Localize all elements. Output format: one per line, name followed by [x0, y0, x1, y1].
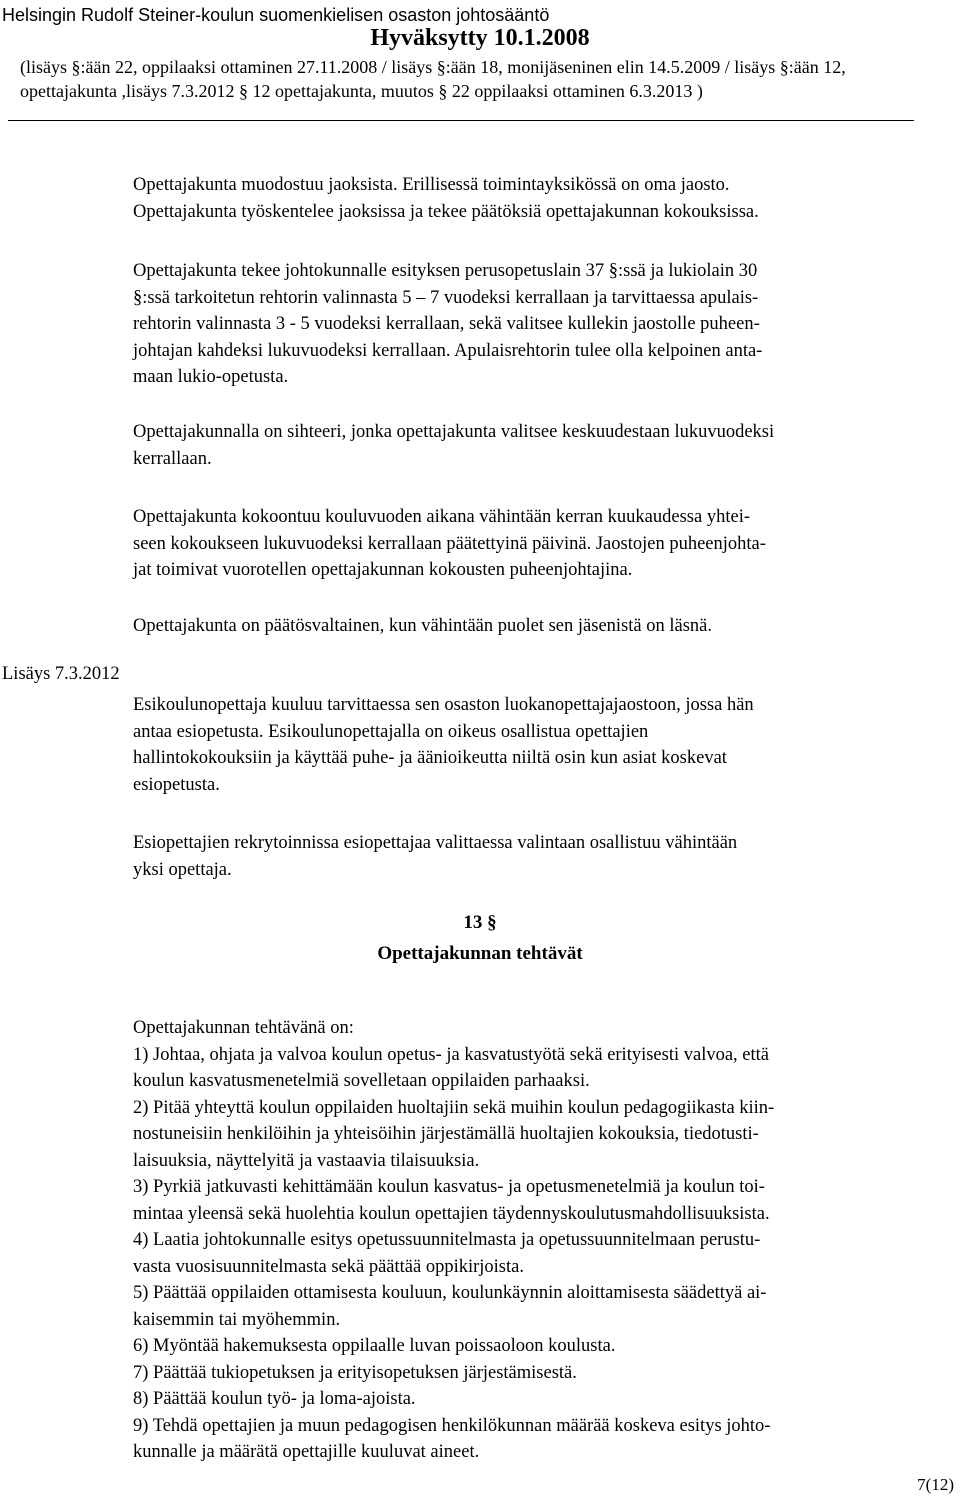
duty-line: laisuuksia, näyttelyitä ja vastaavia tilaisuuksia. — [133, 1150, 480, 1171]
duty-line: 8) Päättää koulun työ- ja loma-ajoista. — [133, 1389, 416, 1409]
text-line: Opettajakunta kokoontuu kouluvuoden aikana vähintään kerran kuukaudessa yhtei- — [133, 507, 750, 527]
text-line: hallintokokouksiin ja käyttää puhe- ja äänioikeutta niiltä osin kun asiat koskevat — [133, 748, 727, 768]
duty-line: 1) Johtaa, ohjata ja valvoa koulun opetus- ja kasvatustyötä sekä erityisesti valvoa, että — [133, 1044, 770, 1065]
duty-line: 2) Pitää yhteyttä koulun oppilaiden huoltajiin sekä muihin koulun pedagogiikasta kiin- — [133, 1097, 775, 1118]
text-line: Opettajakunta työskentelee jaoksissa ja tekee päätöksiä opettajakunnan kokouksissa. — [133, 201, 759, 222]
amendment-line: (lisäys §:ään 22, oppilaaksi ottaminen 27.11.2008 / lisäys §:ään 18, monijäseninen elin 14.5.2009 / lisäys §:ään 12, — [20, 57, 846, 77]
duties-list — [133, 1015, 959, 1466]
amendment-history — [20, 55, 950, 103]
text-line: Esiopettajien rekrytoinnissa esiopettajaa valittaessa valintaan osallistuu vähintään — [133, 833, 738, 853]
text-line: johtajan kahdeksi lukuvuodeksi kerrallaan. Apulaisrehtorin tulee olla kelpoinen anta- — [133, 340, 763, 361]
duty-line: 6) Myöntää hakemuksesta oppilaalle luvan poissaoloon koulusta. — [133, 1336, 616, 1356]
duty-line: 4) Laatia johtokunnalle esitys opetussuunnitelmasta ja opetussuunnitelmaan perustu- — [133, 1230, 761, 1250]
duty-line: kunnalle ja määrätä opettajille kuuluvat aineet. — [133, 1442, 480, 1462]
text-line: Opettajakunnalla on sihteeri, jonka opettajakunta valitsee keskuudestaan lukuvuodeksi — [133, 422, 775, 442]
paragraph-quorum — [133, 613, 953, 640]
paragraph-sections — [133, 172, 953, 225]
section-title: Opettajakunnan tehtävät — [377, 943, 583, 964]
duty-line: 9) Tehdä opettajien ja muun pedagogisen henkilökunnan määrää koskeva esitys johto- — [133, 1415, 771, 1436]
text-line: jat toimivat vuorotellen opettajakunnan kokousten puheenjohtajina. — [133, 560, 633, 580]
duty-line: kaisemmin tai myöhemmin. — [133, 1309, 341, 1330]
text-line: maan lukio-opetusta. — [133, 367, 289, 387]
duty-line: mintaa yleensä sekä huolehtia koulun opettajien täydennyskoulutusmahdollisuuksista. — [133, 1203, 770, 1224]
text-line: rehtorin valinnasta 3 - 5 vuodeksi kerrallaan, sekä valitsee kullekin jaostolle puheen- — [133, 314, 760, 334]
duty-line: 3) Pyrkiä jatkuvasti kehittämään koulun kasvatus- ja opetusmenetelmiä ja koulun toi- — [133, 1177, 765, 1197]
text-line: Opettajakunta tekee johtokunnalle esityksen perusopetuslain 37 §:ssä ja lukiolain 30 — [133, 261, 758, 281]
addition-label: Lisäys 7.3.2012 — [2, 664, 120, 684]
text-line: seen kokoukseen lukuvuodeksi kerrallaan päätettyinä päivinä. Jaostojen puheenjohta- — [133, 533, 766, 554]
approval-date: Hyväksytty 10.1.2008 — [370, 25, 590, 51]
text-line: kerrallaan. — [133, 448, 212, 469]
amendment-line: opettajakunta ,lisäys 7.3.2012 § 12 opettajakunta, muutos § 22 oppilaaksi ottaminen 6.3.2013 ) — [20, 81, 703, 101]
text-line: yksi opettaja. — [133, 859, 232, 880]
text-line: antaa esiopetusta. Esikoulunopettajalla on oikeus osallistua opettajien — [133, 721, 649, 742]
page-number: 7(12) — [917, 1475, 954, 1494]
duty-line: vasta vuosisuunnitelmasta sekä päättää oppikirjoista. — [133, 1256, 524, 1277]
text-line: Opettajakunta on päätösvaltainen, kun vähintään puolet sen jäsenistä on läsnä. — [133, 616, 712, 636]
paragraph-secretary — [133, 419, 953, 472]
organization-title: Helsingin Rudolf Steiner-koulun suomenkielisen osaston johtosääntö — [2, 5, 550, 25]
text-line: Opettajakunta muodostuu jaoksista. Erillisessä toimintayksikössä on oma jaosto. — [133, 175, 730, 195]
section-number: 13 § — [463, 912, 497, 933]
duty-line: 5) Päättää oppilaiden ottamisesta kouluun, koulunkäynnin aloittamisesta säädettyä ai- — [133, 1283, 767, 1303]
duty-line: koulun kasvatusmenetelmiä sovelletaan oppilaiden parhaaksi. — [133, 1071, 590, 1091]
paragraph-principal-election — [133, 258, 953, 391]
paragraph-meetings — [133, 504, 953, 584]
text-line: Esikoulunopettaja kuuluu tarvittaessa sen osaston luokanopettajajaostoon, jossa hän — [133, 695, 754, 715]
duties-intro: Opettajakunnan tehtävänä on: — [133, 1018, 354, 1038]
text-line: esiopetusta. — [133, 774, 220, 795]
paragraph-preschool-recruitment — [133, 830, 953, 883]
header-divider — [8, 120, 914, 121]
paragraph-preschool-teacher — [133, 692, 953, 798]
duty-line: nostuneisiin henkilöihin ja yhteisöihin järjestämällä huoltajien kokouksia, tiedotusti- — [133, 1124, 759, 1144]
duty-line: 7) Päättää tukiopetuksen ja erityisopetuksen järjestämisestä. — [133, 1362, 577, 1383]
text-line: §:ssä tarkoitetun rehtorin valinnasta 5 – 7 vuodeksi kerrallaan ja tarvittaessa apulais- — [133, 287, 759, 308]
